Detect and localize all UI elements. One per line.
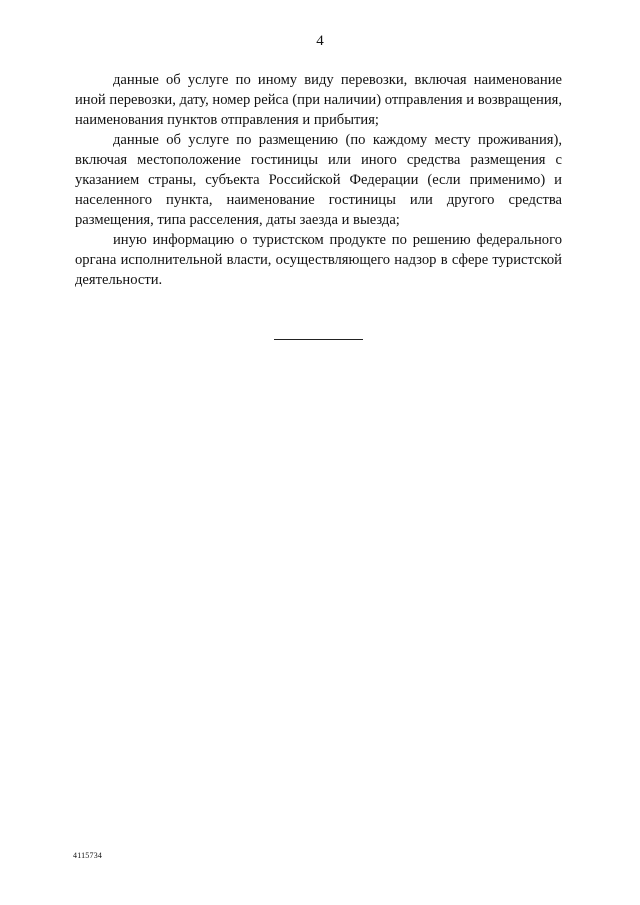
- document-body: [75, 70, 562, 290]
- paragraph-transport-service: данные об услуге по иному виду перевозки, включая наименование иной перевозки, дату, номер рейса (при наличии) отправления и возвращения, наименования пунктов отправления и прибытия;: [75, 72, 562, 128]
- end-divider: [274, 339, 363, 340]
- paragraph-accommodation-service: данные об услуге по размещению (по каждому месту проживания), включая местоположение гостиницы или иного средства размещения с указанием страны, субъекта Российской Федерации (если применимо) и населенного пункта, наименование гостиницы или другого средства размещения, типа расселения, даты заезда и выезда;: [75, 132, 562, 228]
- page-number: 4: [316, 33, 324, 49]
- document-code: 4115734: [73, 851, 103, 860]
- paragraph-other-information: иную информацию о туристском продукте по решению федерального органа исполнительной власти, осуществляющего надзор в сфере туристской деятельности.: [75, 232, 562, 288]
